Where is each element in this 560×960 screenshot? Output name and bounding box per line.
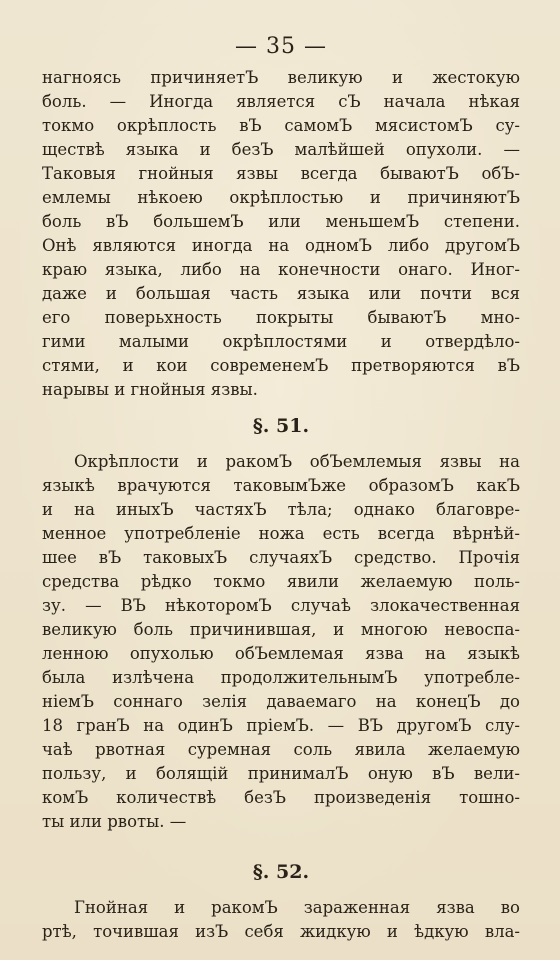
text-line: боль. — Иногда является сЪ начала нѣкая: [42, 92, 520, 111]
text-line: пользу, и болящій принималЪ оную вЪ вели-: [42, 764, 520, 783]
text-line: нарывы и гнойныя язвы.: [42, 380, 258, 399]
text-line: нагноясь причиняетЪ великую и жестокую: [42, 68, 520, 87]
text-line: великую боль причинившая, и многою невоспа-: [42, 620, 520, 639]
paragraph-continued: [42, 66, 520, 402]
page-number: — 35 —: [235, 34, 327, 59]
text-line: ленною опухолью обЪемлемая язва на языкѣ: [42, 644, 520, 663]
text-line: стями, и кои современемЪ претворяются вЪ: [42, 356, 520, 375]
text-line: даже и большая часть языка или почти вся: [42, 284, 520, 303]
text-line: токмо окрѣплость вЪ самомЪ мясистомЪ су-: [42, 116, 520, 135]
text-line: емлемы нѣкоею окрѣплостью и причиняютЪ: [42, 188, 520, 207]
text-line: была излѣчена продолжительнымЪ употребле-: [42, 668, 520, 687]
text-line: ществѣ языка и безЪ малѣйшей опухоли. —: [42, 140, 520, 159]
text-line: ртѣ, точившая изЪ себя жидкую и ѣдкую вла-: [42, 922, 520, 941]
text-line: его поверьхность покрыты бываютЪ мно-: [42, 308, 520, 327]
section-heading-52: §. 52.: [252, 861, 310, 883]
paragraph-section-51: [42, 450, 520, 834]
text-line: краю языка, либо на конечности онаго. Иног-: [42, 260, 520, 279]
text-line: 18 гранЪ на одинЪ пріемЪ. — ВЪ другомЪ слу-: [42, 716, 520, 735]
text-line: ты или рвоты. —: [42, 812, 187, 831]
text-line: шее вЪ таковыхЪ случаяхЪ средство. Прочія: [42, 548, 520, 567]
text-line: комЪ количествѣ безЪ произведенія тошно-: [42, 788, 520, 807]
text-line: чаѣ рвотная суремная соль явила желаемую: [42, 740, 520, 759]
text-line: менное употребленіе ножа есть всегда вѣрнѣй-: [42, 524, 520, 543]
text-line: боль вЪ большемЪ или меньшемЪ степени.: [42, 212, 520, 231]
text-line: Окрѣплости и ракомЪ обЪемлемыя язвы на: [74, 452, 520, 471]
text-line: ніемЪ соннаго зелія даваемаго на конецЪ до: [42, 692, 520, 711]
text-line: и на иныхЪ частяхЪ тѣла; однако благовре-: [42, 500, 520, 519]
paragraph-section-52: [42, 896, 520, 944]
text-line: Таковыя гнойныя язвы всегда бываютЪ обЪ-: [42, 164, 520, 183]
text-line: Онѣ являются иногда на одномЪ либо другомЪ: [42, 236, 520, 255]
section-heading-51: §. 51.: [252, 415, 310, 437]
text-line: гими малыми окрѣплостями и отвердѣло-: [42, 332, 520, 351]
text-line: средства рѣдко токмо явили желаемую поль-: [42, 572, 520, 591]
text-line: языкѣ врачуются таковымЪже образомЪ какЪ: [42, 476, 520, 495]
text-line: зу. — ВЪ нѣкоторомЪ случаѣ злокачественная: [42, 596, 520, 615]
text-line: Гнойная и ракомЪ зараженная язва во: [74, 898, 520, 917]
